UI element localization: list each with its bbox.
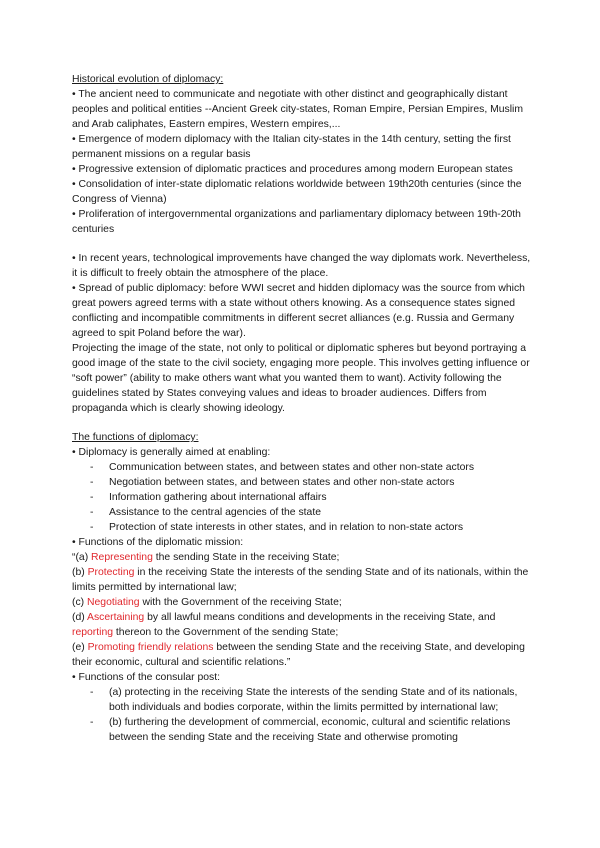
list-item-text: Negotiation between states, and between states and other non-state actors — [109, 477, 455, 488]
history-bullet: • Proliferation of intergovernmental organizations and parliamentary diplomacy between 19th-20th centuries — [72, 209, 521, 235]
highlighted-term: Ascertaining — [87, 612, 145, 623]
mission-function — [72, 565, 534, 595]
list-item-text: Information gathering about international affairs — [109, 492, 327, 503]
item-text: between the sending State and the receiving State, and developing their economic, cultural and scientific relations.” — [72, 642, 525, 668]
paragraph-gap — [72, 237, 534, 251]
list-item — [72, 490, 534, 505]
dash-marker: - — [90, 687, 94, 698]
document-body — [72, 72, 534, 745]
list-item — [72, 505, 534, 520]
dash-marker: - — [90, 717, 94, 728]
mission-function — [72, 595, 534, 610]
mission-function — [72, 550, 534, 565]
list-item — [72, 715, 534, 745]
list-item-text: (b) furthering the development of commercial, economic, cultural and scientific relations between the sending State and the receiving State and otherwise promoting — [109, 717, 511, 743]
history-bullet: • Consolidation of inter-state diplomatic relations worldwide between 19th20th centuries (since the Congress of Vienna) — [72, 179, 522, 205]
list-item-text: Communication between states, and between states and other non-state actors — [109, 462, 475, 473]
list-item — [72, 475, 534, 490]
list-item — [72, 460, 534, 475]
item-text: by all lawful means conditions and developments in the receiving State, and — [144, 612, 496, 623]
item-letter: (d) — [72, 612, 88, 623]
item-text: with the Government of the receiving State; — [139, 597, 342, 608]
enabling-list — [72, 460, 534, 535]
highlighted-term: Promoting friendly relations — [87, 642, 214, 653]
list-item-text: Protection of state interests in other states, and in relation to non-state actors — [109, 522, 464, 533]
paragraph-gap — [72, 416, 534, 430]
consular-intro: • Functions of the consular post: — [72, 672, 221, 683]
list-item-text: Assistance to the central agencies of the state — [109, 507, 321, 518]
consular-list — [72, 685, 534, 745]
item-letter: (b) — [72, 567, 88, 578]
dash-marker: - — [90, 507, 94, 518]
history-bullet: • Emergence of modern diplomacy with the Italian city-states in the 14th century, setting the first permanent missions on a regular basis — [72, 134, 511, 160]
list-item — [72, 520, 534, 535]
mission-function — [72, 610, 534, 640]
item-text: thereon to the Government of the sending State; — [113, 627, 339, 638]
soft-power-paragraph: Projecting the image of the state, not only to political or diplomatic spheres but beyond portraying a good image of the state to the civil society, engaging more people. This involves getting influence or “soft power” (ability to make others want what you wanted them to want). Activity following the guidelines stated by States conveying values and ideas to broader audiences. Differs from propaganda which is clearly showing ideology. — [72, 343, 530, 414]
history-bullet: • Progressive extension of diplomatic practices and procedures among modern European states — [72, 164, 513, 175]
dash-marker: - — [90, 477, 94, 488]
item-letter: “(a) — [72, 552, 92, 563]
enabling-intro: • Diplomacy is generally aimed at enabling: — [72, 447, 271, 458]
mission-function — [72, 640, 534, 670]
public-diplomacy-paragraph: • Spread of public diplomacy: before WWI secret and hidden diplomacy was the source from which great powers agreed terms with a state without others knowing. As a consequence states signed conflicting and incompatible commitments in different secret alliances (e.g. Russia and Germany agreed to spit Poland before the war). — [72, 283, 525, 339]
item-text: the sending State in the receiving State; — [152, 552, 340, 563]
highlighted-term: Protecting — [87, 567, 135, 578]
history-bullet: • The ancient need to communicate and negotiate with other distinct and geographically distant peoples and political entities --Ancient Greek city-states, Roman Empire, Persian Empires, Muslim and Arab caliphates, Eastern empires, Western empires,... — [72, 89, 524, 130]
list-item-text: (a) protecting in the receiving State the interests of the sending State and of its nationals, both individuals and bodies corporate, within the limits permitted by international law; — [109, 687, 518, 713]
mission-intro: • Functions of the diplomatic mission: — [72, 537, 244, 548]
item-text: in the receiving State the interests of the sending State and of its nationals, within the limits permitted by international law; — [72, 567, 529, 593]
dash-marker: - — [90, 492, 94, 503]
dash-marker: - — [90, 522, 94, 533]
dash-marker: - — [90, 462, 94, 473]
highlighted-term: Negotiating — [87, 597, 140, 608]
section-heading-history: Historical evolution of diplomacy: — [72, 74, 224, 85]
item-letter: (c) — [72, 597, 88, 608]
section-heading-functions: The functions of diplomacy: — [72, 432, 199, 443]
highlighted-term: reporting — [72, 627, 114, 638]
highlighted-term: Representing — [91, 552, 153, 563]
list-item — [72, 685, 534, 715]
technology-paragraph: • In recent years, technological improvements have changed the way diplomats work. Nevertheless, it is difficult to freely obtain the atmosphere of the place. — [72, 253, 531, 279]
item-letter: (e) — [72, 642, 88, 653]
